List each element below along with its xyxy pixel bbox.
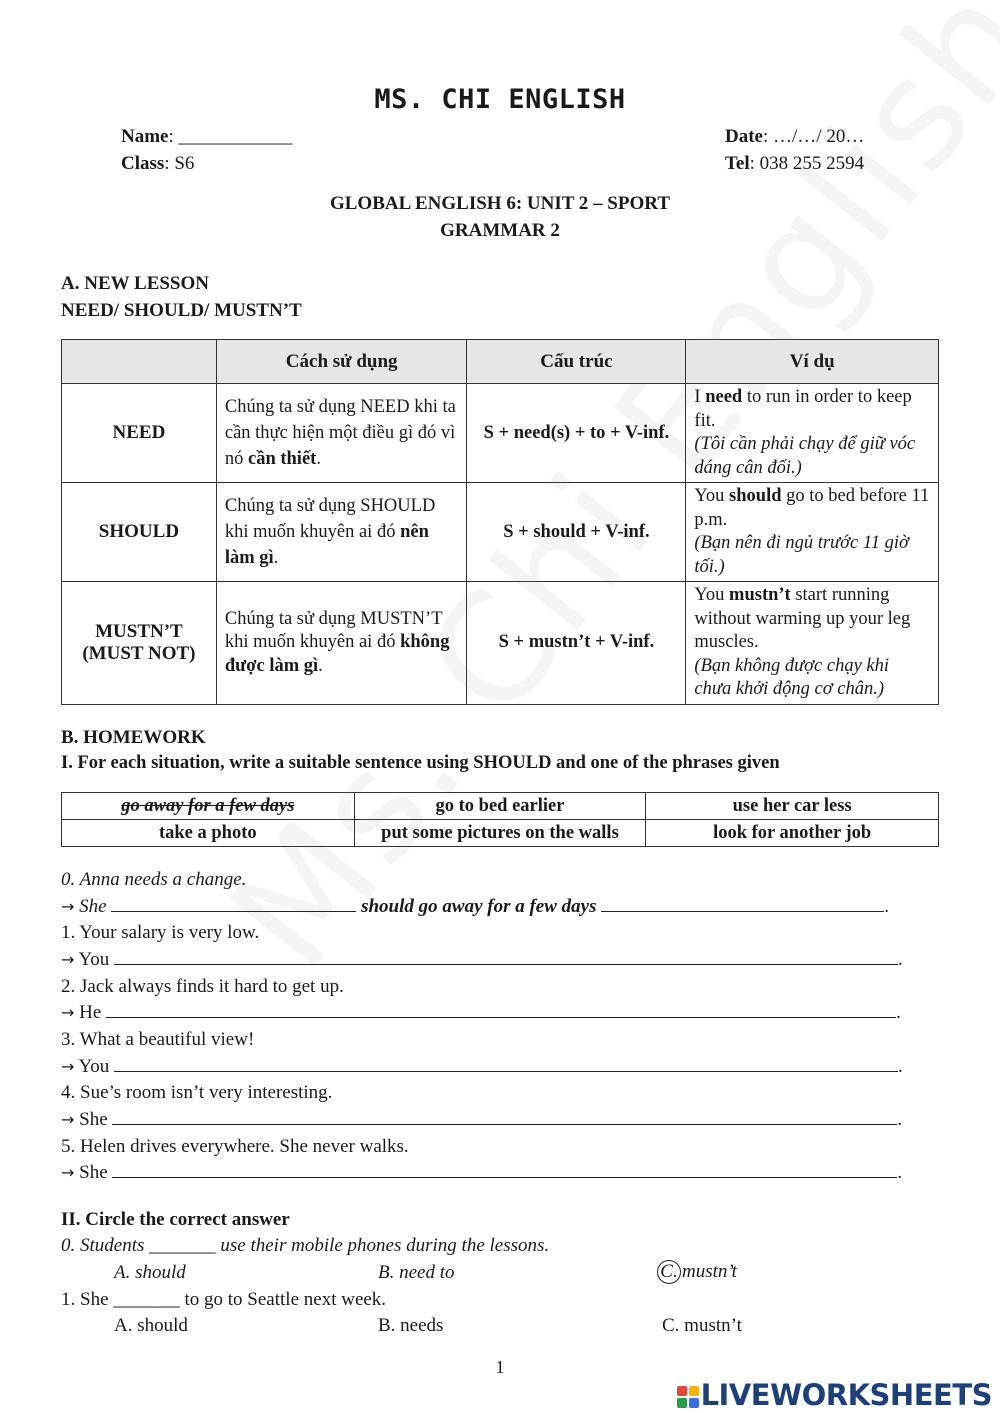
- example-question: 0. Anna needs a change.: [61, 869, 247, 890]
- example-translation: (Bạn nên đi ngủ trước 11 giờ tối.): [694, 533, 909, 577]
- table-row: [62, 384, 939, 483]
- usage-bold: nên làm gì: [224, 522, 429, 568]
- example-cell: [686, 582, 939, 705]
- answer-input-2[interactable]: [106, 1016, 896, 1018]
- phrase-row: [62, 820, 939, 847]
- row-label-text: (MUST NOT): [82, 642, 196, 664]
- arrow-icon: →: [61, 1057, 75, 1076]
- example-text: You: [694, 486, 730, 506]
- question-4: 4. Sue’s room isn’t very interesting.: [61, 1082, 333, 1103]
- phrase-cell: go to bed earlier: [354, 793, 646, 820]
- arrow-icon: →: [61, 1003, 75, 1022]
- section-a-subheading: NEED/ SHOULD/ MUSTN’T: [61, 300, 302, 321]
- mc-option-b-0: B. need to: [378, 1262, 455, 1283]
- table-row: [62, 483, 939, 582]
- option-text: mustn’t: [682, 1261, 737, 1282]
- example-translation: (Tôi cần phải chạy để giữ vóc dáng cân đối.): [694, 434, 916, 478]
- answer-line-1: [61, 949, 903, 971]
- usage-cell: [216, 483, 467, 582]
- section-a-heading: A. NEW LESSON: [61, 273, 210, 294]
- answer-line-5: [61, 1162, 902, 1184]
- usage-bold: không được làm gì: [224, 632, 450, 676]
- tel-label: Tel: [725, 153, 750, 174]
- name-value: : ____________: [168, 126, 293, 147]
- arrow-icon: →: [61, 1110, 75, 1129]
- example-text: to run in order to keep fit.: [694, 387, 912, 431]
- circled-answer: C.: [657, 1260, 681, 1284]
- answer-blank: [601, 910, 884, 912]
- mc-question-0: 0. Students _______ use their mobile phones during the lessons.: [61, 1235, 550, 1256]
- arrow-icon: →: [61, 950, 75, 969]
- example-text: You: [694, 585, 730, 605]
- name-label: Name: [121, 126, 169, 147]
- example-subject: She: [74, 896, 112, 917]
- mc-option-c-0: [657, 1260, 737, 1284]
- mc-option-a-0: A. should: [114, 1262, 186, 1283]
- period: .: [897, 1162, 903, 1183]
- date-field: [725, 126, 864, 148]
- table-header-cell: Cấu trúc: [467, 340, 686, 384]
- table-header-cell: Ví dụ: [686, 340, 939, 384]
- usage-text: Chúng ta sử dụng SHOULD khi muốn khuyên ai đó: [224, 496, 436, 542]
- usage-text: Chúng ta sử dụng MUSTN’T khi muốn khuyên ai đó: [224, 608, 443, 652]
- answer-subject: You: [74, 1056, 115, 1077]
- answer-input-4[interactable]: [112, 1123, 897, 1125]
- example-translation: (Bạn không được chạy khi chưa khởi động cơ chân.): [694, 655, 890, 699]
- row-label: [62, 384, 217, 483]
- usage-bold: cần thiết: [247, 449, 317, 469]
- phrase-row: [62, 793, 939, 820]
- period: .: [896, 1002, 901, 1023]
- question-1: 1. Your salary is very low.: [61, 922, 260, 943]
- structure-cell: S + need(s) + to + V-inf.: [467, 384, 686, 483]
- row-label-text: NEED: [112, 422, 166, 443]
- structure-cell: S + should + V-inf.: [467, 483, 686, 582]
- answer-blank: [111, 910, 356, 912]
- period: .: [897, 1109, 903, 1130]
- row-label: [62, 483, 217, 582]
- question-2: 2. Jack always finds it hard to get up.: [61, 976, 344, 997]
- logo-badge-icon: [677, 1386, 699, 1408]
- table-row: [62, 582, 939, 705]
- usage-end: .: [316, 449, 321, 469]
- page-title: MS. CHI ENGLISH: [374, 84, 626, 115]
- mc-option-c-1[interactable]: C. mustn’t: [662, 1315, 742, 1336]
- tel-value: : 038 255 2594: [749, 153, 865, 174]
- example-text: I: [694, 387, 706, 407]
- liveworksheets-logo: [677, 1378, 992, 1412]
- date-value: : …/…/ 20…: [762, 126, 865, 147]
- period: .: [884, 896, 889, 917]
- date-label: Date: [725, 126, 763, 147]
- phrase-cell: look for another job: [646, 820, 939, 847]
- class-field: [121, 153, 194, 175]
- table-header-cell: [62, 340, 217, 384]
- example-cell: [686, 384, 939, 483]
- table-header-cell: Cách sử dụng: [216, 340, 467, 384]
- period: .: [898, 949, 903, 970]
- phrase-cell: put some pictures on the walls: [354, 820, 646, 847]
- table-header-row: [62, 340, 939, 384]
- phrase-cell: take a photo: [62, 820, 355, 847]
- question-3: 3. What a beautiful view!: [61, 1029, 255, 1050]
- arrow-icon: →: [61, 897, 75, 916]
- phrase-cell: [62, 793, 355, 820]
- example-bold: mustn’t: [729, 585, 791, 605]
- example-text: go to bed before 11 p.m.: [694, 486, 930, 530]
- row-label: [62, 582, 217, 705]
- answer-subject: She: [74, 1109, 113, 1130]
- phrase-table: [61, 792, 939, 847]
- row-label-text: SHOULD: [98, 521, 180, 542]
- logo-text: LIVEWORKSHEETS: [700, 1378, 992, 1412]
- example-answer: should go away for a few days: [356, 896, 602, 917]
- class-label: Class: [121, 153, 165, 174]
- mc-question-1: 1. She _______ to go to Seattle next week.: [61, 1289, 387, 1310]
- example-text: start running without warming up your leg muscles.: [694, 585, 911, 652]
- arrow-icon: →: [61, 1163, 75, 1182]
- question-5: 5. Helen drives everywhere. She never walks.: [61, 1136, 409, 1157]
- period: .: [898, 1056, 903, 1077]
- structure-cell: S + mustn’t + V-inf.: [467, 582, 686, 705]
- exercise-2-title: II. Circle the correct answer: [61, 1209, 290, 1230]
- usage-cell: [216, 384, 467, 483]
- tel-field: [725, 153, 864, 175]
- class-value: : S6: [164, 153, 195, 174]
- example-answer-line: [61, 896, 889, 918]
- answer-line-3: [61, 1056, 903, 1078]
- usage-end: .: [318, 655, 323, 676]
- page-number: 1: [495, 1357, 505, 1377]
- usage-cell: [216, 582, 467, 705]
- name-field: [121, 126, 293, 148]
- phrase-cell: use her car less: [646, 793, 939, 820]
- usage-text: Chúng ta sử dụng NEED khi ta cần thực hiện một điều gì đó vì nó: [224, 397, 456, 469]
- grammar-title: GRAMMAR 2: [440, 220, 560, 241]
- usage-end: .: [273, 548, 279, 568]
- example-bold: need: [705, 387, 743, 407]
- answer-input-5[interactable]: [112, 1176, 897, 1178]
- exercise-1-title: I. For each situation, write a suitable sentence using SHOULD and one of the phrases given: [61, 753, 780, 773]
- section-b-heading: B. HOMEWORK: [61, 727, 206, 748]
- unit-title: GLOBAL ENGLISH 6: UNIT 2 – SPORT: [329, 193, 670, 214]
- answer-input-1[interactable]: [114, 963, 898, 965]
- answer-input-3[interactable]: [114, 1070, 898, 1072]
- example-bold: should: [729, 486, 782, 506]
- grammar-table: [61, 339, 939, 705]
- mc-option-a-1[interactable]: A. should: [114, 1315, 188, 1336]
- example-cell: [686, 483, 939, 582]
- answer-subject: He: [74, 1002, 107, 1023]
- answer-line-2: [61, 1002, 901, 1024]
- answer-subject: You: [74, 949, 115, 970]
- mc-option-b-1[interactable]: B. needs: [378, 1315, 444, 1336]
- answer-line-4: [61, 1109, 902, 1131]
- phrase-used: go away for a few days: [121, 795, 295, 816]
- answer-subject: She: [74, 1162, 113, 1183]
- row-label-text: MUSTN’T: [95, 620, 183, 642]
